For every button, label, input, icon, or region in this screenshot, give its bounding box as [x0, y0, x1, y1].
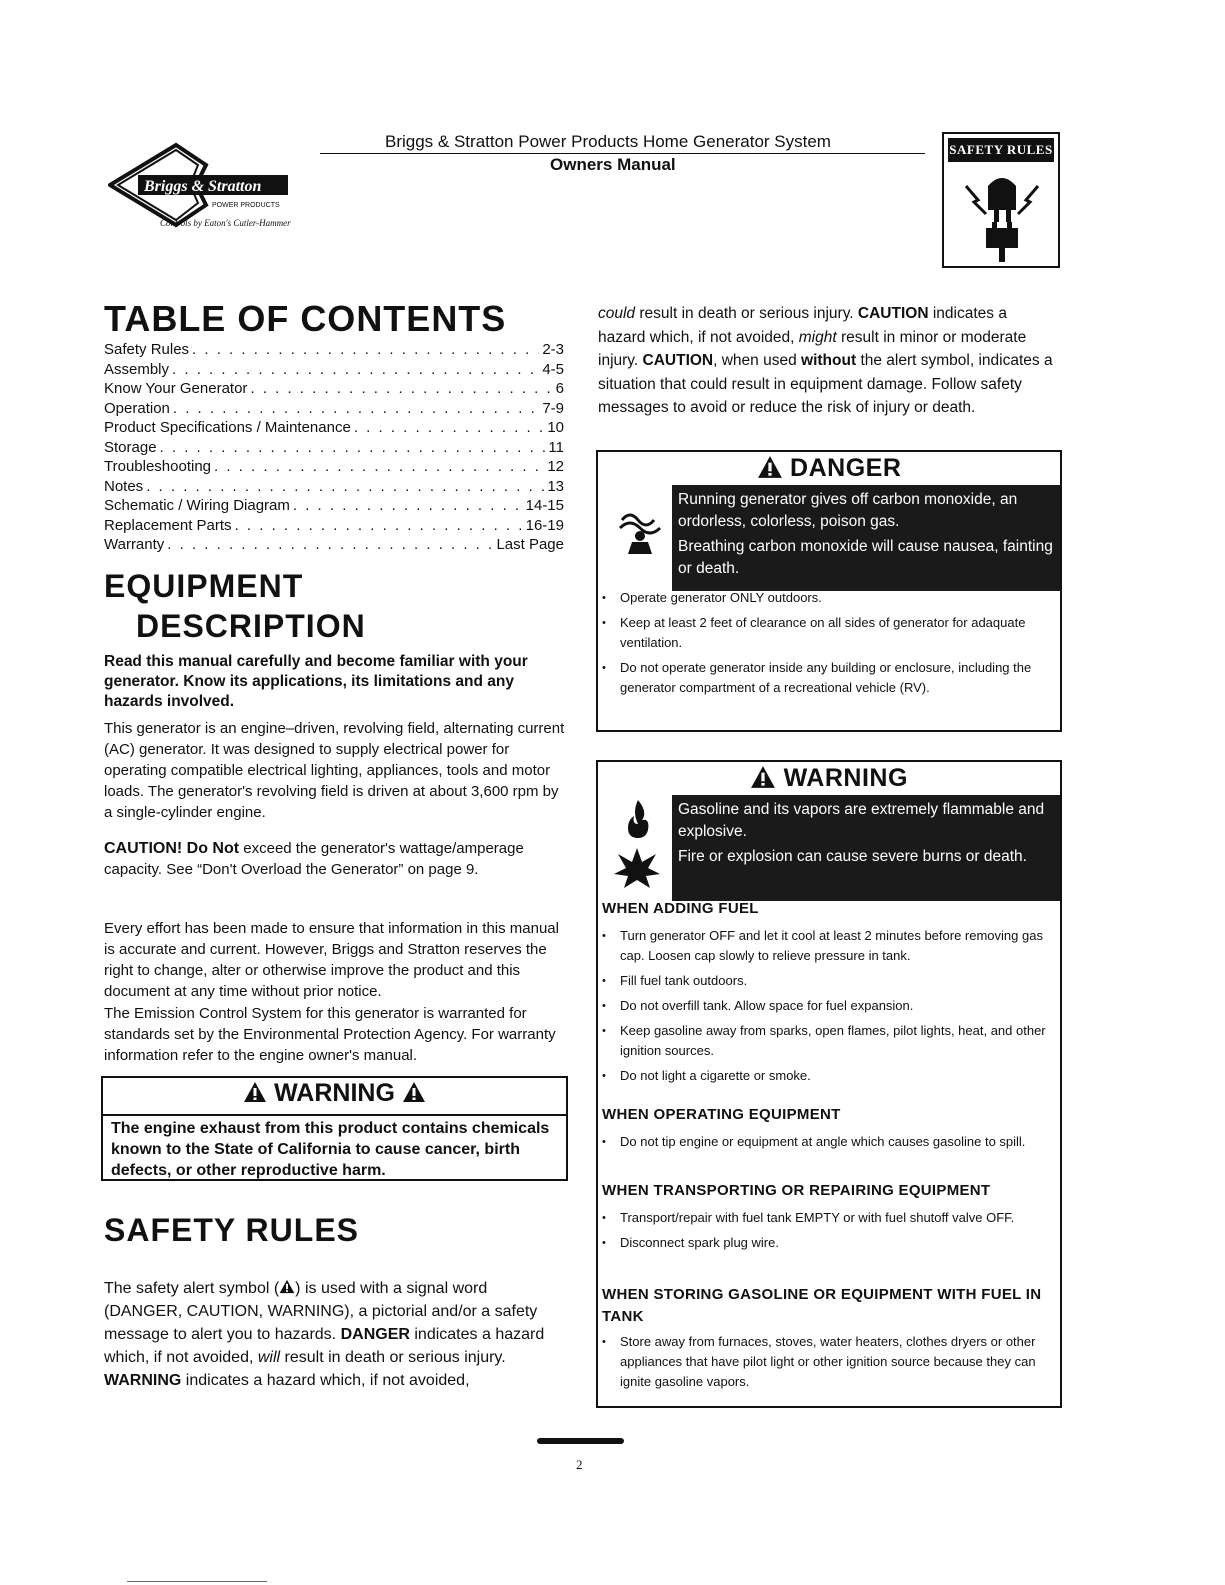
toc-item[interactable]: Assembly . . . 4-5 [104, 360, 564, 380]
california-warning-text: The engine exhaust from this product contains chemicals known to the State of California to cause cancer, birth defects, or other reproductive harm. [111, 1120, 550, 1179]
toxic-fumes-icon [612, 500, 668, 556]
description-heading: DESCRIPTION [136, 608, 366, 644]
emission-paragraph: The Emission Control System for this generator is warranted for standards set by the Environmental Protection Agency. For warranty information refer to the engine owner's manual. [104, 1005, 556, 1064]
list-item: • Do not tip engine or equipment at angle which causes gasoline to spill. [598, 1132, 1054, 1152]
warning-line-1: Gasoline and its vapors are extremely flammable and explosive. [678, 801, 1045, 840]
toc-item[interactable]: Storage . . . 11 [104, 438, 564, 458]
safety-alert-paragraph: The safety alert symbol ( ) is used with a signal word (DANGER, CAUTION, WARNING), a pictorial and/or a safety message to alert you to hazards. DANGER indicates a hazard which, if not avoided, will result in death or serious injury. WARNING indicates a hazard which, if not avoided, [104, 1280, 545, 1389]
flammable-icon [618, 798, 658, 840]
toc-item[interactable]: Notes . . . 13 [104, 477, 564, 497]
caution-text: exceed the generator's wattage/amperage capacity. See “Don't Overload the Generator” on page 9. [104, 840, 524, 878]
california-warning-title: WARNING [103, 1079, 566, 1108]
danger-bullets [598, 588, 1054, 703]
divider [127, 1581, 267, 1582]
section-transporting: WHEN TRANSPORTING OR REPAIRING EQUIPMENT [602, 1182, 991, 1199]
adding-fuel-bullets [598, 926, 1054, 1091]
divider [103, 1114, 566, 1116]
lead-paragraph: Read this manual carefully and become familiar with your generator. Know its applications, its limitations and any hazards involved. [104, 653, 528, 710]
toc-item[interactable]: Know Your Generator . . . 6 [104, 379, 564, 399]
toc-item[interactable]: Schematic / Wiring Diagram . . . 14-15 [104, 496, 564, 516]
alert-triangle-icon [243, 1081, 267, 1103]
header-rule [320, 153, 925, 154]
list-item: • Do not light a cigarette or smoke. [598, 1066, 1054, 1086]
list-item: • Fill fuel tank outdoors. [598, 971, 1054, 991]
safety-rules-badge [942, 132, 1060, 268]
logo-caption: Controls by Eaton's Cutler-Hammer [160, 218, 291, 228]
warning-line-2: Fire or explosion can cause severe burns or death. [678, 848, 1027, 865]
accuracy-paragraph: Every effort has been made to ensure that information in this manual is accurate and current. However, Briggs and Stratton reserves the right to change, alter or otherwise improve the product and this document at any time without prior notice. [104, 920, 559, 1000]
toc-item[interactable]: Product Specifications / Maintenance . . . 10 [104, 418, 564, 438]
equipment-heading: EQUIPMENT [104, 568, 304, 604]
toc-item[interactable]: Operation . . . 7-9 [104, 399, 564, 419]
list-item: • Operate generator ONLY outdoors. [598, 588, 1054, 608]
list-item: • Store away from furnaces, stoves, water heaters, clothes dryers or other appliances that have pilot light or other ignition source because they can ignite gasoline vapors. [598, 1332, 1054, 1392]
list-item: • Transport/repair with fuel tank EMPTY or with fuel shutoff valve OFF. [598, 1208, 1054, 1228]
header-subtitle: Owners Manual [550, 155, 676, 174]
danger-line-2: Breathing carbon monoxide will cause nausea, fainting or death. [678, 538, 1053, 577]
toc-item[interactable]: Replacement Parts . . . 16-19 [104, 516, 564, 536]
toc-item[interactable]: Troubleshooting . . . 12 [104, 457, 564, 477]
section-operating: WHEN OPERATING EQUIPMENT [602, 1106, 841, 1123]
transporting-bullets [598, 1208, 1054, 1258]
safety-rules-label: SAFETY RULES [948, 138, 1054, 162]
alert-triangle-icon [279, 1279, 295, 1294]
list-item: • Do not overfill tank. Allow space for fuel expansion. [598, 996, 1054, 1016]
section-storing: WHEN STORING GASOLINE OR EQUIPMENT WITH FUEL IN TANK [602, 1286, 1042, 1325]
toc-item[interactable]: Warranty . . . Last Page [104, 535, 564, 555]
list-item: • Turn generator OFF and let it cool at least 2 minutes before removing gas cap. Loosen cap slowly to relieve pressure in tank. [598, 926, 1054, 966]
danger-box [596, 450, 1062, 732]
footer-bar [537, 1438, 624, 1444]
signal-word-paragraph: could result in death or serious injury. CAUTION indicates a hazard which, if not avoided, might result in minor or moderate injury. CAUTION, when used without the alert symbol, indicates a situation that could result in equipment damage. Follow safety messages to avoid or reduce the risk of injury or death. [598, 305, 1053, 416]
caution-label: CAUTION! Do Not [104, 840, 240, 857]
danger-message-band [672, 485, 1060, 591]
fuel-warning-title: WARNING [598, 764, 1060, 793]
explosion-icon [612, 846, 662, 890]
storing-bullets [598, 1332, 1054, 1397]
table-of-contents [104, 340, 564, 555]
danger-title: DANGER [598, 454, 1060, 483]
danger-line-1: Running generator gives off carbon monoxide, an ordorless, colorless, poison gas. [678, 491, 1018, 530]
list-item: • Keep gasoline away from sparks, open flames, pilot lights, heat, and other ignition sources. [598, 1021, 1054, 1061]
generator-description: This generator is an engine–driven, revolving field, alternating current (AC) generator. It was designed to supply electrical power for operating compatible electrical lighting, appliances, tools and motor loads. The generator's revolving field is driven at about 3,600 rpm by a single-cylinder engine. [104, 720, 565, 821]
logo-wordmark: Briggs & Stratton [144, 178, 262, 195]
fuel-warning-message-band [672, 795, 1060, 901]
california-warning-box [101, 1076, 568, 1181]
list-item: • Do not operate generator inside any building or enclosure, including the generator compartment of a recreational vehicle (RV). [598, 658, 1054, 698]
fuel-warning-box [596, 760, 1062, 1408]
list-item: • Disconnect spark plug wire. [598, 1233, 1054, 1253]
svg-text:POWER PRODUCTS: POWER PRODUCTS [212, 202, 280, 209]
section-adding-fuel: WHEN ADDING FUEL [602, 900, 759, 917]
toc-heading: TABLE OF CONTENTS [104, 298, 507, 339]
safety-rules-heading: SAFETY RULES [104, 1212, 359, 1248]
alert-triangle-icon [402, 1081, 426, 1103]
alert-triangle-icon [757, 455, 783, 479]
header-title: Briggs & Stratton Power Products Home Generator System [385, 132, 831, 151]
alert-triangle-icon [750, 765, 776, 789]
operating-bullets [598, 1132, 1054, 1157]
list-item: • Keep at least 2 feet of clearance on all sides of generator for adaquate ventilation. [598, 613, 1054, 653]
caution-paragraph [104, 838, 566, 880]
page-number: 2 [576, 1457, 583, 1472]
plug-hazard-icon [956, 166, 1048, 264]
toc-item[interactable]: Safety Rules . . . 2-3 [104, 340, 564, 360]
